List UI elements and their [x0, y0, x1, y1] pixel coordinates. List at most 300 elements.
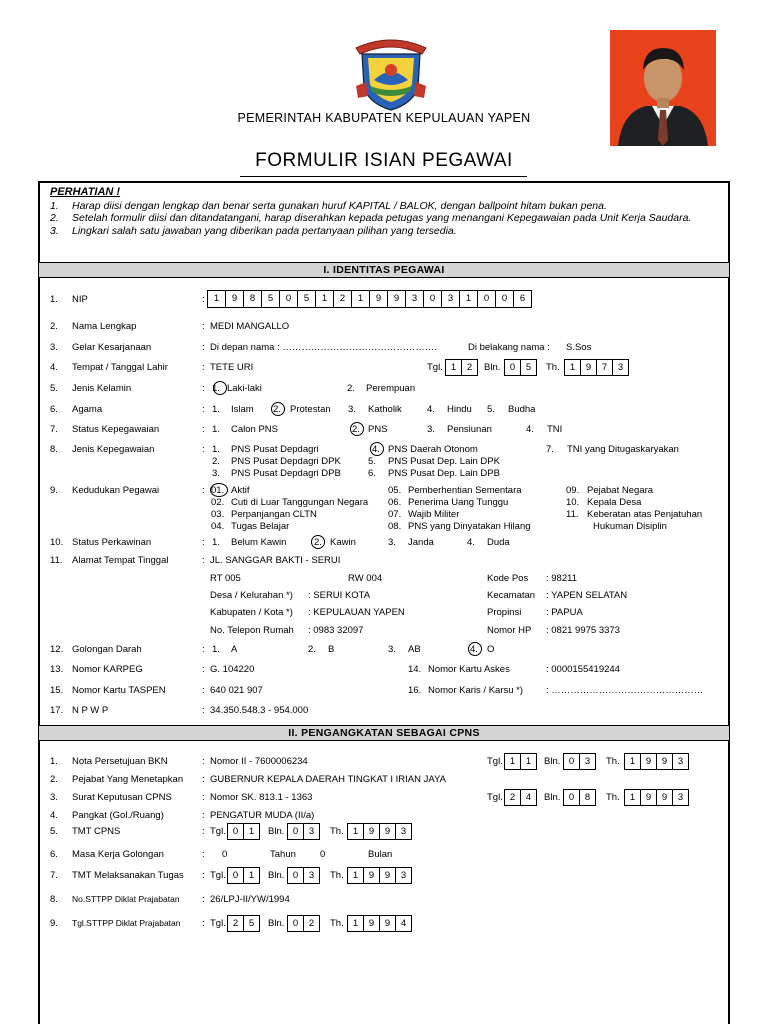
digit-box: 1 [520, 753, 537, 770]
digit-box: 0 [504, 359, 521, 376]
row-number: 6. [50, 849, 58, 860]
row-label: Pejabat Yang Menetapkan [72, 774, 184, 785]
digit-box: 0 [227, 867, 244, 884]
digit-box: 9 [656, 753, 673, 770]
row-npwp [50, 705, 730, 719]
option-tni[interactable]: TNI [547, 424, 563, 435]
row-label: Status Kepegawaian [72, 424, 160, 435]
digit-box: 3 [612, 359, 629, 376]
digit-box: 1 [445, 359, 462, 376]
option-pemberhentian-sementara[interactable]: Pemberhentian Sementara [408, 485, 522, 496]
desa-value[interactable]: : SERUI KOTA [308, 590, 371, 601]
digit-box: 1 [243, 823, 260, 840]
th-label: Th. [330, 918, 344, 929]
alamat-jalan[interactable]: JL. SANGGAR BAKTI - SERUI [210, 555, 341, 566]
digit-box: 3 [395, 823, 412, 840]
sttpp-no-value[interactable]: 26/LPJ-II/YW/1994 [210, 894, 290, 905]
hp-value[interactable]: : 0821 9975 3373 [546, 625, 620, 636]
row-number: 4. [50, 810, 58, 821]
row-tgl-sttpp [50, 918, 730, 932]
digit-box: 9 [580, 359, 597, 376]
notice-num: 1. [50, 200, 59, 213]
digit-box: 9 [640, 753, 657, 770]
row-label: Masa Kerja Golongan [72, 849, 164, 860]
bln-boxes[interactable] [564, 753, 596, 770]
digit-box: 0 [563, 753, 580, 770]
section-identitas-header: I. IDENTITAS PEGAWAI [39, 262, 729, 278]
option-number: 04. [211, 521, 225, 532]
row-label: Agama [72, 404, 103, 415]
row-masa-kerja [50, 849, 730, 863]
masa-tahun-value[interactable]: 0 [222, 849, 228, 860]
option-number: 4. [427, 404, 435, 415]
tgl-boxes[interactable] [228, 867, 260, 884]
colon: : [202, 537, 205, 548]
karis-value[interactable]: : ………………………………………… [546, 685, 704, 696]
section-cpns-header: II. PENGANGKATAN SEBAGAI CPNS [39, 725, 729, 741]
colon: : [202, 918, 205, 929]
row-number: 3. [50, 792, 58, 803]
notice-block [50, 186, 730, 237]
option-laki-laki[interactable]: Laki-laki [227, 383, 262, 394]
tgl-boxes[interactable] [228, 823, 260, 840]
option-number: 03. [211, 509, 225, 520]
notice-num: 3. [50, 224, 59, 237]
row-status-perkawinan [50, 537, 730, 551]
digit-box: 2 [504, 789, 521, 806]
bln-label: Bln. [484, 362, 501, 373]
row-number: 9. [50, 918, 58, 929]
row-number: 14. [408, 664, 422, 675]
row-label: Tgl.STTPP Diklat Prajabatan [72, 918, 181, 928]
option-number: 1. [212, 424, 220, 435]
selected-circle [468, 642, 482, 656]
digit-box: 1 [351, 290, 370, 308]
th-boxes[interactable] [565, 359, 629, 376]
colon: : [202, 810, 205, 821]
kecamatan-label: Kecamatan [487, 590, 536, 601]
gelar-belakang-label: Di belakang nama : [468, 342, 550, 353]
digit-box: 5 [297, 290, 316, 308]
option-number: 4. [470, 644, 478, 655]
nota-value[interactable]: Nomor II - 7600006234 [210, 756, 308, 767]
row-karpeg-askes [50, 664, 730, 678]
option-number: 05. [388, 485, 402, 496]
digit-box: 9 [369, 290, 388, 308]
row-number: 9. [50, 485, 58, 496]
digit-box: 3 [405, 290, 424, 308]
digit-box: 3 [672, 753, 689, 770]
digit-box: 2 [227, 915, 244, 932]
notice-text: Harap diisi dengan lengkap dan benar serta gunakan huruf KAPITAL / BALOK, dengan ballpoint hitam bukan pena. [72, 200, 607, 213]
bln-boxes[interactable] [505, 359, 537, 376]
row-number: 5. [50, 826, 58, 837]
colon: : [202, 705, 205, 716]
option-number: 3. [212, 468, 220, 479]
row-label: NIP [72, 294, 88, 305]
npwp-value[interactable]: 34.350.548.3 - 954.000 [210, 705, 309, 716]
option-number: 5. [368, 456, 376, 467]
row-number: 11. [50, 555, 63, 566]
alamat-rt[interactable]: RT 005 [210, 573, 241, 584]
kabupaten-label: Kabupaten / Kota *) [210, 607, 293, 618]
option-janda[interactable]: Janda [408, 537, 434, 548]
bln-boxes[interactable] [564, 789, 596, 806]
kodepos-value[interactable]: : 98211 [546, 573, 577, 584]
kabupaten-value[interactable]: : KEPULAUAN YAPEN [308, 607, 405, 618]
option-number: 3. [348, 404, 356, 415]
row-pangkat [50, 810, 730, 824]
digit-box: 3 [579, 753, 596, 770]
row-sk-cpns [50, 792, 730, 806]
colon: : [202, 424, 205, 435]
form-title: FORMULIR ISIAN PEGAWAI [255, 150, 513, 171]
th-boxes[interactable] [348, 915, 412, 932]
row-label: Surat Keputusan CPNS [72, 792, 172, 803]
option-number: 3. [427, 424, 435, 435]
digit-box: 9 [387, 290, 406, 308]
propinsi-value[interactable]: : PAPUA [546, 607, 583, 618]
masa-bulan-value[interactable]: 0 [320, 849, 326, 860]
option-number: 10. [566, 497, 580, 508]
option-number: 02. [211, 497, 225, 508]
nip-boxes[interactable] [208, 290, 532, 308]
row-label: Kedudukan Pegawai [72, 485, 160, 496]
digit-box: 0 [495, 290, 514, 308]
option-number: 01. [211, 485, 225, 496]
desa-label: Desa / Kelurahan *) [210, 590, 293, 601]
colon: : [202, 870, 205, 881]
colon: : [202, 342, 205, 353]
option-perpanjangan-cltn[interactable]: Perpanjangan CLTN [231, 509, 317, 520]
option-number: 07. [388, 509, 402, 520]
digit-box: 9 [379, 867, 396, 884]
row-label: Nomor Karis / Karsu *) [428, 685, 524, 696]
notice-item [50, 212, 730, 224]
option-aktif[interactable]: Aktif [231, 485, 250, 496]
option-pensiunan[interactable]: Pensiunan [447, 424, 492, 435]
tgl-label: Tgl. [210, 870, 226, 881]
row-tmt-tugas [50, 870, 730, 884]
option-number: 3. [388, 644, 396, 655]
colon: : [202, 792, 205, 803]
row-label: Golongan Darah [72, 644, 142, 655]
row-label: Nomor Kartu Askes [428, 664, 510, 675]
row-number: 7. [50, 870, 58, 881]
row-number: 8. [50, 894, 58, 905]
selected-circle [370, 442, 384, 456]
row-nama [50, 321, 730, 335]
alamat-rw[interactable]: RW 004 [348, 573, 383, 584]
option-number: 4. [526, 424, 534, 435]
option-number: 08. [388, 521, 402, 532]
digit-box: 0 [477, 290, 496, 308]
taspen-value[interactable]: 640 021 907 [210, 685, 263, 696]
row-tmt-cpns [50, 826, 730, 840]
row-label: Nama Lengkap [72, 321, 137, 332]
colon: : [202, 685, 205, 696]
option-kepala-desa[interactable]: Kepala Desa [587, 497, 642, 508]
option-perempuan[interactable]: Perempuan [366, 383, 416, 394]
karpeg-value[interactable]: G. 104220 [210, 664, 255, 675]
notice-num: 2. [50, 212, 59, 225]
option-number: 09. [566, 485, 580, 496]
row-number: 4. [50, 362, 58, 373]
option-number: 2. [308, 644, 316, 655]
row-jenis-kelamin [50, 383, 730, 397]
sk-value[interactable]: Nomor SK. 813.1 - 1363 [210, 792, 313, 803]
row-number: 7. [50, 424, 58, 435]
row-number: 2. [50, 774, 58, 785]
option-number: 11. [566, 509, 579, 520]
bln-label: Bln. [268, 918, 285, 929]
bulan-label: Bulan [368, 849, 393, 860]
nama-value[interactable]: MEDI MANGALLO [210, 321, 290, 332]
option-hindu[interactable]: Hindu [447, 404, 472, 415]
tgl-label: Tgl. [487, 756, 503, 767]
option-hukuman-disiplin: Hukuman Disiplin [593, 521, 667, 532]
option-kawin[interactable]: Kawin [330, 537, 356, 548]
option-number: 4. [467, 537, 475, 548]
tgl-boxes[interactable] [446, 359, 478, 376]
row-label: Jenis Kelamin [72, 383, 132, 394]
gelar-depan[interactable]: Di depan nama : …………………………………………. [210, 342, 437, 353]
row-number: 10. [50, 537, 64, 548]
row-gelar [50, 342, 730, 356]
digit-box: 1 [504, 753, 521, 770]
option-number: 7. [546, 444, 554, 455]
tahun-label: Tahun [270, 849, 296, 860]
tgl-boxes[interactable] [505, 789, 537, 806]
tempat-lahir[interactable]: TETE URI [210, 362, 254, 373]
digit-box: 5 [261, 290, 280, 308]
colon: : [202, 485, 205, 496]
colon: : [202, 404, 205, 415]
th-boxes[interactable] [348, 867, 412, 884]
option-tugas-belajar[interactable]: Tugas Belajar [231, 521, 290, 532]
row-label: Tempat / Tanggal Lahir [72, 362, 168, 373]
option-b[interactable]: B [328, 644, 335, 655]
th-boxes[interactable] [625, 753, 689, 770]
option-pns-hilang[interactable]: PNS yang Dinyatakan Hilang [408, 521, 531, 532]
th-label: Th. [606, 756, 620, 767]
row-number: 2. [50, 321, 58, 332]
notice-heading: PERHATIAN ! [50, 186, 121, 198]
digit-box: 1 [624, 789, 641, 806]
digit-box: 1 [243, 867, 260, 884]
telepon-value[interactable]: : 0983 32097 [308, 625, 364, 636]
bln-boxes[interactable] [288, 867, 320, 884]
row-label: Nota Persetujuan BKN [72, 756, 168, 767]
colon: : [202, 849, 205, 860]
notice-item [50, 225, 730, 237]
digit-box: 5 [243, 915, 260, 932]
colon: : [202, 774, 205, 785]
row-agama [50, 404, 730, 418]
row-alamat [50, 555, 730, 637]
row-label: Nomor KARPEG [72, 664, 143, 675]
colon: : [202, 383, 205, 394]
notice-text: Setelah formulir diisi dan ditandatangani, harap diserahkan kepada petugas yang menangani Kepegawaian pada Unit Kerja Saudara. [72, 212, 692, 225]
row-pejabat [50, 774, 730, 788]
digit-box: 3 [441, 290, 460, 308]
digit-box: 3 [395, 867, 412, 884]
option-number: 5. [487, 404, 495, 415]
option-number: 06. [388, 497, 402, 508]
row-status-kepegawaian [50, 424, 730, 438]
option-pns-pusat-depdagri-dpk[interactable]: PNS Pusat Depdagri DPK [231, 456, 341, 467]
option-o[interactable]: O [487, 644, 495, 655]
row-jenis-kepegawaian [50, 444, 730, 480]
option-protestan[interactable]: Protestan [290, 404, 331, 415]
row-number: 5. [50, 383, 58, 394]
digit-box: 3 [303, 867, 320, 884]
kecamatan-value[interactable]: : YAPEN SELATAN [546, 590, 628, 601]
bln-label: Bln. [544, 756, 561, 767]
digit-box: 1 [347, 867, 364, 884]
th-boxes[interactable] [348, 823, 412, 840]
digit-box: 1 [315, 290, 334, 308]
row-nip [50, 294, 730, 308]
bln-boxes[interactable] [288, 915, 320, 932]
option-number: 2. [273, 404, 281, 415]
digit-box: 8 [579, 789, 596, 806]
digit-box: 0 [287, 915, 304, 932]
row-golongan-darah [50, 644, 730, 658]
digit-box: 4 [395, 915, 412, 932]
option-number: 2. [352, 424, 360, 435]
telepon-label: No. Telepon Rumah [210, 625, 294, 636]
pangkat-value[interactable]: PENGATUR MUDA (II/a) [210, 810, 315, 821]
digit-box: 9 [363, 823, 380, 840]
option-a[interactable]: A [231, 644, 238, 655]
digit-box: 9 [379, 915, 396, 932]
tgl-label: Tgl. [210, 918, 226, 929]
kodepos-label: Kode Pos [487, 573, 529, 584]
title-underline [240, 176, 527, 177]
digit-box: 8 [243, 290, 262, 308]
option-number: 4. [372, 444, 380, 455]
option-calon-pns[interactable]: Calon PNS [231, 424, 278, 435]
bln-label: Bln. [268, 826, 285, 837]
row-taspen-karis [50, 685, 730, 699]
hp-label: Nomor HP [487, 625, 532, 636]
tgl-boxes[interactable] [505, 753, 537, 770]
digit-box: 9 [225, 290, 244, 308]
digit-box: 6 [513, 290, 532, 308]
digit-box: 0 [287, 867, 304, 884]
option-pns-pusat-depdagri-dpb[interactable]: PNS Pusat Depdagri DPB [231, 468, 341, 479]
digit-box: 2 [303, 915, 320, 932]
option-keberatan[interactable]: Keberatan atas Penjatuhan [587, 509, 703, 520]
digit-box: 1 [564, 359, 581, 376]
option-ab[interactable]: AB [408, 644, 421, 655]
digit-box: 0 [563, 789, 580, 806]
th-boxes[interactable] [625, 789, 689, 806]
row-number: 1. [50, 756, 58, 767]
row-nota-bkn [50, 756, 730, 770]
th-label: Th. [606, 792, 620, 803]
digit-box: 9 [640, 789, 657, 806]
option-pns-daerah-otonom[interactable]: PNS Daerah Otonom [388, 444, 478, 455]
colon: : [202, 444, 205, 455]
digit-box: 9 [363, 915, 380, 932]
row-label: Status Perkawinan [72, 537, 152, 548]
option-belum-kawin[interactable]: Belum Kawin [231, 537, 287, 548]
digit-box: 5 [520, 359, 537, 376]
selected-circle [213, 381, 227, 395]
option-pns-dep-lain-dpb[interactable]: PNS Pusat Dep. Lain DPB [388, 468, 500, 479]
option-number: 1. [212, 644, 220, 655]
option-pns[interactable]: PNS [368, 424, 388, 435]
digit-box: 9 [379, 823, 396, 840]
digit-box: 7 [596, 359, 613, 376]
digit-box: 2 [461, 359, 478, 376]
row-no-sttpp [50, 894, 730, 908]
option-duda[interactable]: Duda [487, 537, 510, 548]
notice-item [50, 200, 730, 212]
option-pns-pusat-depdagri[interactable]: PNS Pusat Depdagri [231, 444, 319, 455]
digit-box: 0 [227, 823, 244, 840]
option-budha[interactable]: Budha [508, 404, 536, 415]
digit-box: 0 [287, 823, 304, 840]
option-number: 2. [314, 537, 322, 548]
row-label: Gelar Kesarjanaan [72, 342, 152, 353]
government-name: PEMERINTAH KABUPATEN KEPULAUAN YAPEN [237, 111, 531, 125]
option-penerima-uang-tunggu[interactable]: Penerima Uang Tunggu [408, 497, 509, 508]
gelar-belakang-value[interactable]: S.Sos [566, 342, 592, 353]
tgl-label: Tgl. [427, 362, 443, 373]
option-tni-ditugaskaryakan[interactable]: TNI yang Ditugaskaryakan [567, 444, 679, 455]
colon: : [202, 894, 205, 905]
selected-circle [271, 402, 285, 416]
th-label: Th. [546, 362, 560, 373]
askes-value[interactable]: : 0000155419244 [546, 664, 620, 675]
bln-boxes[interactable] [288, 823, 320, 840]
option-cltn[interactable]: Cuti di Luar Tanggungan Negara [231, 497, 369, 508]
digit-box: 1 [459, 290, 478, 308]
option-pejabat-negara[interactable]: Pejabat Negara [587, 485, 654, 496]
digit-box: 3 [672, 789, 689, 806]
row-number: 17. [50, 705, 64, 716]
option-number: 1. [212, 383, 220, 394]
row-label: TMT Melaksanakan Tugas [72, 870, 184, 881]
option-number: 1. [212, 537, 220, 548]
tgl-label: Tgl. [210, 826, 226, 837]
option-islam[interactable]: Islam [231, 404, 254, 415]
option-katholik[interactable]: Katholik [368, 404, 402, 415]
pejabat-value[interactable]: GUBERNUR KEPALA DAERAH TINGKAT I IRIAN JAYA [210, 774, 446, 785]
colon: : [202, 644, 205, 655]
digit-box: 0 [279, 290, 298, 308]
th-label: Th. [330, 826, 344, 837]
digit-box: 1 [207, 290, 226, 308]
tgl-label: Tgl. [487, 792, 503, 803]
employee-photo [610, 30, 716, 146]
option-pns-dep-lain-dpk[interactable]: PNS Pusat Dep. Lain DPK [388, 456, 500, 467]
digit-box: 0 [423, 290, 442, 308]
digit-box: 3 [303, 823, 320, 840]
row-ttl [50, 362, 730, 376]
selected-circle [311, 535, 325, 549]
row-number: 12. [50, 644, 64, 655]
option-wajib-militer[interactable]: Wajib Militer [408, 509, 460, 520]
row-number: 6. [50, 404, 58, 415]
option-number: 2. [347, 383, 355, 394]
row-number: 15. [50, 685, 64, 696]
tgl-boxes[interactable] [228, 915, 260, 932]
notice-text: Lingkari salah satu jawaban yang diberikan pada pertanyaan pilihan yang tersedia. [72, 224, 457, 237]
